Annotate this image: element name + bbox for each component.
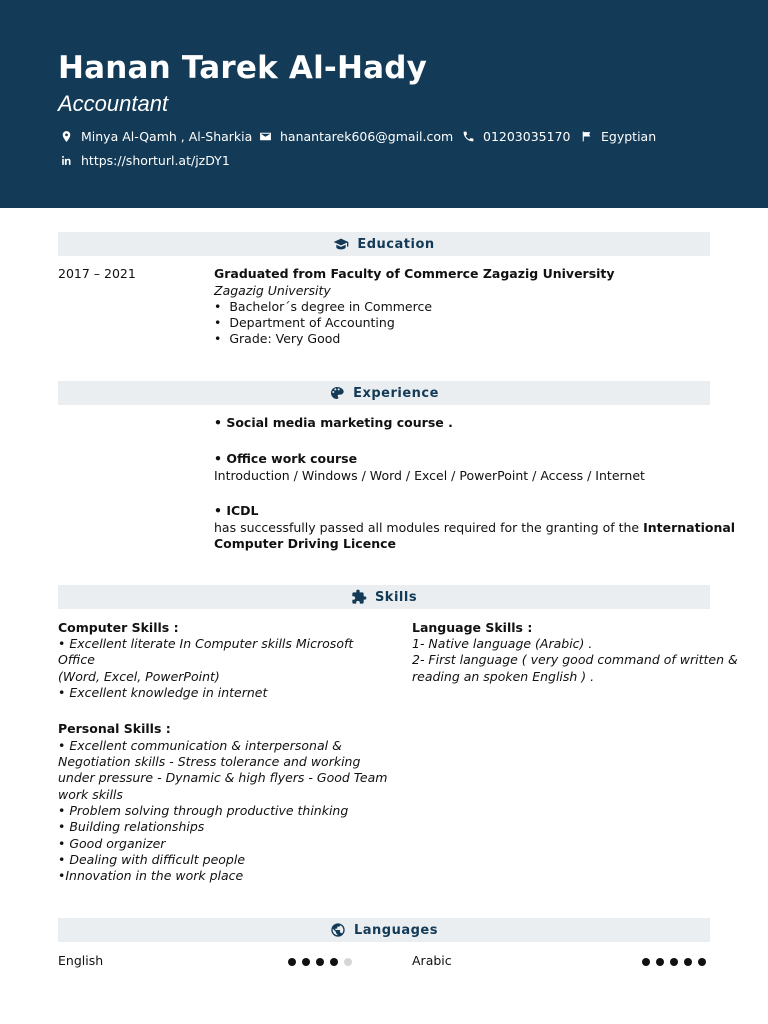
language-skill-line: reading an spoken English ) . (412, 669, 595, 684)
language-name: English (58, 953, 104, 968)
computer-skill-line: Office (58, 652, 95, 667)
language-skills-title: Language Skills : (412, 620, 533, 635)
experience-item-title: • Social media marketing course . (214, 415, 453, 430)
personal-skills-title: Personal Skills : (58, 721, 171, 736)
location-pin-icon (60, 130, 73, 143)
education-bullet: • Department of Accounting (214, 315, 395, 330)
contact-email[interactable] (259, 129, 453, 144)
language-skill-line: 2- First language ( very good command of written & (412, 652, 738, 667)
education-school: Zagazig University (214, 283, 331, 298)
education-bullet: • Grade: Very Good (214, 331, 341, 346)
personal-skill-line: • Building relationships (58, 819, 205, 834)
level-dot-filled (656, 958, 664, 966)
job-title: Accountant (58, 91, 169, 116)
personal-skill-line: • Excellent communication & interpersonal & (58, 738, 342, 753)
linkedin-icon (60, 154, 73, 167)
education-degree: Graduated from Faculty of Commerce Zagazig University (214, 266, 615, 281)
flag-icon (580, 130, 593, 143)
graduation-cap-icon (333, 236, 349, 252)
language-level-dots (282, 958, 352, 966)
contact-phone[interactable] (462, 129, 570, 144)
experience-item-title: • Office work course (214, 451, 358, 466)
level-dot-filled (316, 958, 324, 966)
education-bullet: • Bachelor´s degree in Commerce (214, 299, 433, 314)
email-text[interactable]: hanantarek606@gmail.com (280, 129, 454, 144)
phone-icon (462, 130, 475, 143)
envelope-icon (259, 130, 272, 143)
experience-item-desc: has successfully passed all modules required for the granting of the International (214, 520, 736, 535)
level-dot-filled (670, 958, 678, 966)
personal-skill-line: work skills (58, 787, 123, 802)
resume-header (0, 0, 768, 208)
contact-location (60, 129, 252, 144)
level-dot-empty (344, 958, 352, 966)
language-name: Arabic (412, 953, 452, 968)
section-experience-header (58, 381, 710, 405)
section-languages-title: Languages (353, 922, 438, 938)
personal-skill-line: •Innovation in the work place (58, 868, 244, 883)
location-text: Minya Al-Qamh , Al-Sharkia (81, 129, 253, 144)
section-skills-title: Skills (374, 589, 418, 605)
level-dot-filled (698, 958, 706, 966)
personal-skill-line: • Good organizer (58, 836, 166, 851)
section-experience-title: Experience (353, 385, 439, 401)
puzzle-piece-icon (351, 589, 367, 605)
phone-text: 01203035170 (483, 129, 571, 144)
level-dot-filled (288, 958, 296, 966)
contact-link[interactable] (60, 153, 230, 168)
experience-item-desc-cont: Computer Driving Licence (214, 536, 396, 551)
computer-skill-line: • Excellent literate In Computer skills Microsoft (58, 636, 354, 651)
personal-skill-line: • Problem solving through productive thinking (58, 803, 349, 818)
language-level-dots (636, 958, 706, 966)
personal-skill-line: Negotiation skills - Stress tolerance and working (58, 754, 361, 769)
computer-skill-line: (Word, Excel, PowerPoint) (58, 669, 220, 684)
section-skills-header (58, 585, 710, 609)
level-dot-filled (642, 958, 650, 966)
experience-item-title: • ICDL (214, 503, 259, 518)
experience-item-desc: Introduction / Windows / Word / Excel / PowerPoint / Access / Internet (214, 468, 645, 483)
computer-skills-title: Computer Skills : (58, 620, 179, 635)
level-dot-filled (302, 958, 310, 966)
level-dot-filled (330, 958, 338, 966)
palette-icon (329, 385, 345, 401)
section-education-title: Education (357, 236, 435, 252)
personal-skill-line: under pressure - Dynamic & high flyers - Good Team (58, 770, 388, 785)
link-text[interactable]: https://shorturl.at/jzDY1 (81, 153, 230, 168)
education-period: 2017 – 2021 (58, 266, 136, 281)
computer-skill-line: • Excellent knowledge in internet (58, 685, 268, 700)
level-dot-filled (684, 958, 692, 966)
section-education-header (58, 232, 710, 256)
nationality-text: Egyptian (601, 129, 657, 144)
language-skill-line: 1- Native language (Arabic) . (412, 636, 593, 651)
section-languages-header (58, 918, 710, 942)
personal-skill-line: • Dealing with difficult people (58, 852, 246, 867)
globe-icon (330, 922, 346, 938)
contact-nationality (580, 129, 656, 144)
candidate-name: Hanan Tarek Al-Hady (58, 50, 428, 86)
